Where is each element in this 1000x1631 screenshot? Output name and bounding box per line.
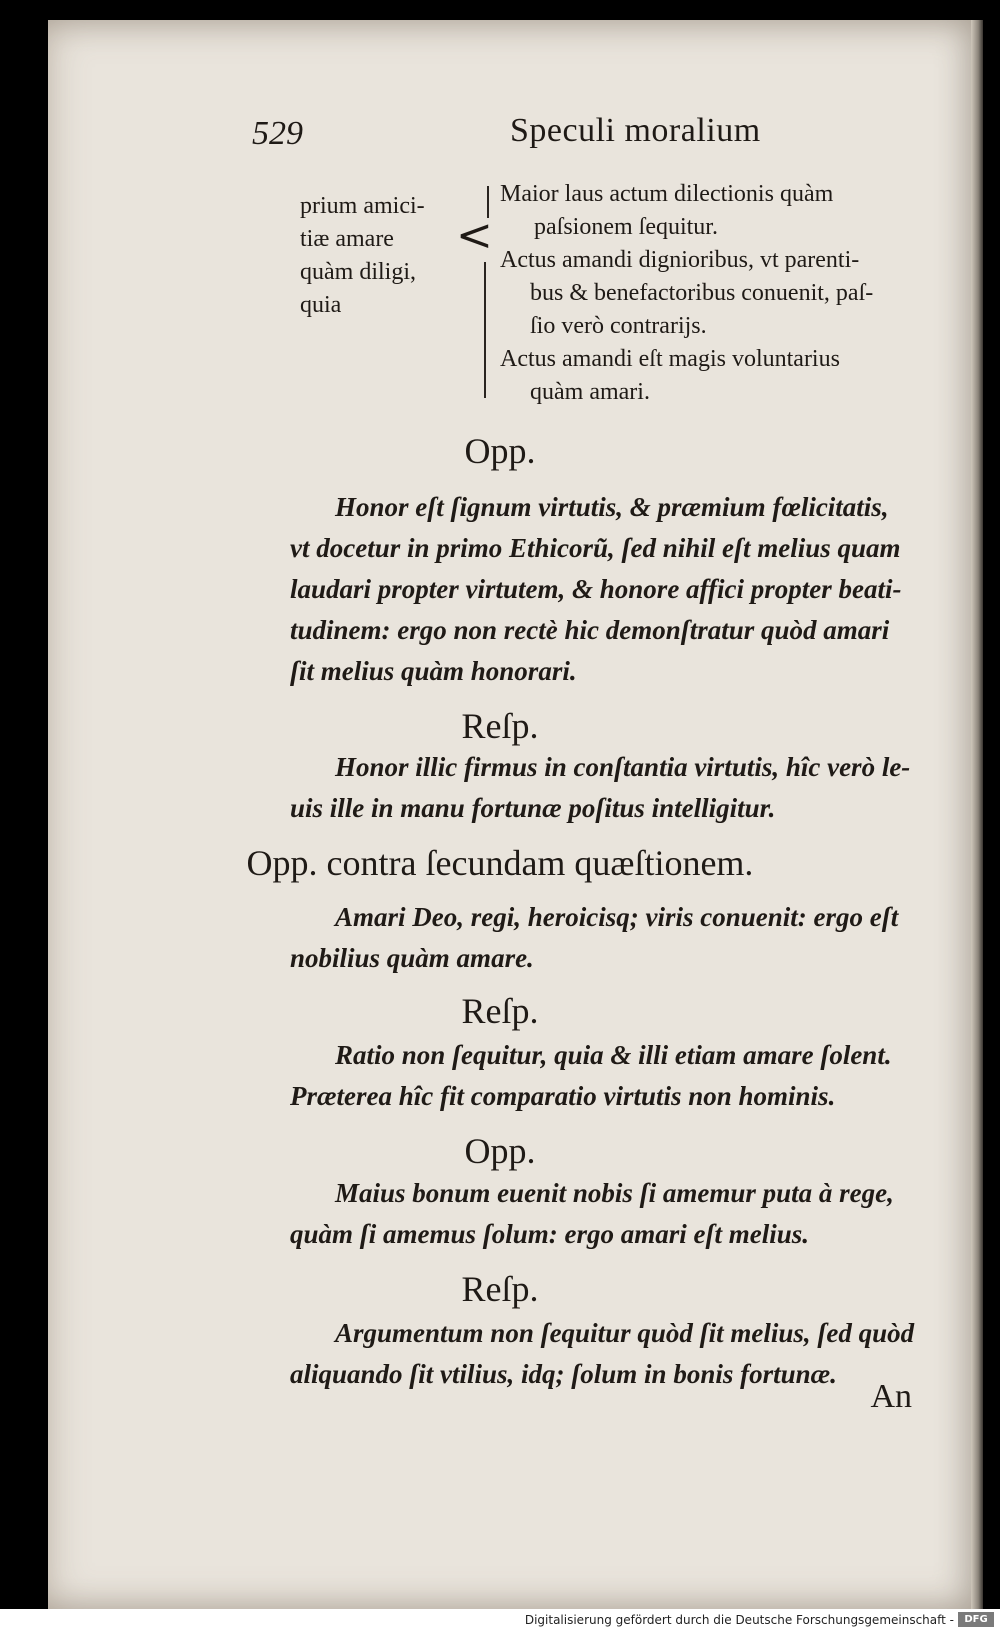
margin-left-line: tiæ amare (300, 226, 394, 252)
text-line: Honor illic firmus in conſtantia virtutis, hîc verò le- (335, 752, 911, 782)
section-heading: Opp. (464, 1131, 536, 1171)
text-line: ſit melius quàm honorari. (290, 656, 577, 686)
margin-left-line: quàm diligi, (300, 259, 416, 285)
text-line: uis ille in manu fortunæ poſitus intelligitur. (290, 793, 776, 823)
margin-right-line: bus & benefactoribus conuenit, paſ- (530, 280, 874, 306)
margin-right-line: paſsionem ſequitur. (534, 214, 718, 240)
margin-right-line: ſio verò contrarijs. (530, 313, 707, 339)
brace-point: < (456, 210, 493, 261)
section-heading: Opp. contra ſecundam quæſtionem. (246, 843, 754, 883)
text-line: Amari Deo, regi, heroicisq; viris conuenit: ergo eſt (335, 902, 899, 932)
text-line: vt docetur in primo Ethicorũ, ſed nihil eſt melius quam (290, 533, 901, 563)
page-spine-shadow (971, 20, 983, 1610)
catchword: An (870, 1378, 912, 1415)
text-line: tudinem: ergo non rectè hic demonſtratur quòd amari (290, 615, 890, 645)
margin-left-line: quia (300, 292, 342, 318)
section-heading: Opp. (464, 431, 536, 471)
brace-line-bottom (484, 262, 486, 398)
text-line: Præterea hîc fit comparatio virtutis non hominis. (290, 1081, 836, 1111)
text-line: laudari propter virtutem, & honore affici propter beati- (290, 574, 902, 604)
text-line: Ratio non ſequitur, quia & illi etiam amare ſolent. (335, 1040, 892, 1070)
text-line: Maius bonum euenit nobis ſi amemur puta à rege, (335, 1178, 894, 1208)
section-heading: Reſp. (461, 1269, 539, 1309)
section-heading: Reſp. (461, 991, 539, 1031)
text-line: quàm ſi amemus ſolum: ergo amari eſt melius. (290, 1219, 810, 1249)
text-line: aliquando ſit vtilius, idq; ſolum in bonis fortunæ. (290, 1359, 837, 1389)
margin-right-line: Maior laus actum dilectionis quàm (500, 181, 834, 207)
text-line: nobilius quàm amare. (290, 943, 534, 973)
margin-left-line: prium amici- (300, 193, 425, 219)
dfg-logo: DFG (958, 1612, 994, 1627)
section-heading: Reſp. (461, 706, 539, 746)
text-line: Honor eſt ſignum virtutis, & præmium fœlicitatis, (335, 492, 889, 522)
running-head: Speculi moralium (510, 112, 761, 149)
margin-right-line: Actus amandi dignioribus, vt parenti- (500, 247, 860, 273)
text-line: Argumentum non ſequitur quòd ſit melius, ſed quòd (335, 1318, 915, 1348)
margin-right-line: quàm amari. (530, 379, 650, 405)
digitization-footer (0, 1609, 1000, 1631)
footer-text: Digitalisierung gefördert durch die Deutsche Forschungsgemeinschaft - (524, 1613, 954, 1627)
margin-right-line: Actus amandi eſt magis voluntarius (500, 346, 840, 372)
page-number: 529 (252, 115, 303, 152)
